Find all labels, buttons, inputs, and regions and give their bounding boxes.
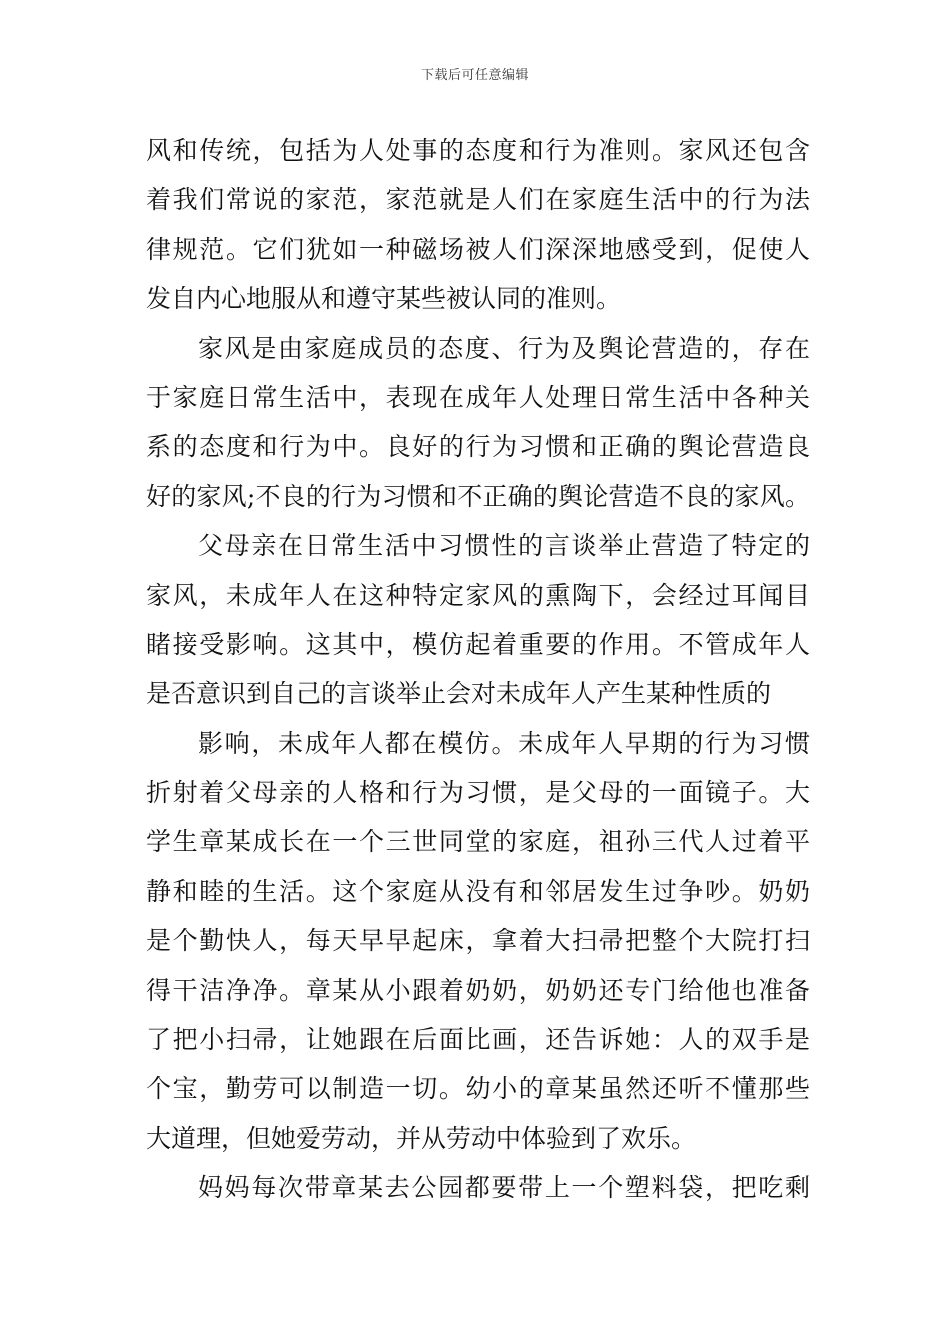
text-line: 发自内心地服从和遵守某些被认同的准则。 bbox=[146, 284, 622, 314]
text-line: 个宝，勤劳可以制造一切。幼小的章某虽然还听不懂那些 bbox=[146, 1074, 810, 1104]
text-line: 家风是由家庭成员的态度、行为及舆论营造的，存在 bbox=[198, 333, 810, 363]
text-line: 于家庭日常生活中，表现在成年人处理日常生活中各种关 bbox=[146, 382, 810, 412]
text-line: 妈妈每次带章某去公园都要带上一个塑料袋，把吃剩 bbox=[198, 1173, 810, 1203]
text-line: 影响，未成年人都在模仿。未成年人早期的行为习惯 bbox=[198, 728, 810, 758]
text-line: 是个勤快人，每天早早起床，拿着大扫帚把整个大院打扫 bbox=[146, 926, 810, 956]
text-line: 律规范。它们犹如一种磁场被人们深深地感受到，促使人 bbox=[146, 234, 810, 264]
text-line: 好的家风;不良的行为习惯和不正确的舆论营造不良的家风。 bbox=[146, 481, 810, 511]
text-line: 是否意识到自己的言谈举止会对未成年人产生某种性质的 bbox=[146, 679, 772, 709]
text-line: 得干洁净净。章某从小跟着奶奶，奶奶还专门给他也准备 bbox=[146, 975, 810, 1005]
text-line: 学生章某成长在一个三世同堂的家庭，祖孙三代人过着平 bbox=[146, 827, 810, 857]
page-header: 下载后可任意编辑 bbox=[420, 68, 529, 83]
text-line: 家风，未成年人在这种特定家风的熏陶下，会经过耳闻目 bbox=[146, 580, 810, 610]
document-body bbox=[146, 126, 810, 1213]
text-line: 折射着父母亲的人格和行为习惯，是父母的一面镜子。大 bbox=[146, 778, 810, 808]
text-line: 了把小扫帚，让她跟在后面比画，还告诉她：人的双手是 bbox=[146, 1025, 810, 1055]
text-line: 风和传统，包括为人处事的态度和行为准则。家风还包含 bbox=[146, 136, 810, 165]
text-line: 大道理，但她爱劳动，并从劳动中体验到了欢乐。 bbox=[146, 1123, 697, 1153]
text-line: 睹接受影响。这其中，模仿起着重要的作用。不管成年人 bbox=[146, 629, 810, 659]
text-line: 父母亲在日常生活中习惯性的言谈举止营造了特定的 bbox=[198, 531, 810, 561]
text-line: 静和睦的生活。这个家庭从没有和邻居发生过争吵。奶奶 bbox=[146, 876, 810, 906]
text-line: 系的态度和行为中。良好的行为习惯和正确的舆论营造良 bbox=[146, 432, 810, 462]
text-line: 着我们常说的家范，家范就是人们在家庭生活中的行为法 bbox=[146, 185, 810, 215]
